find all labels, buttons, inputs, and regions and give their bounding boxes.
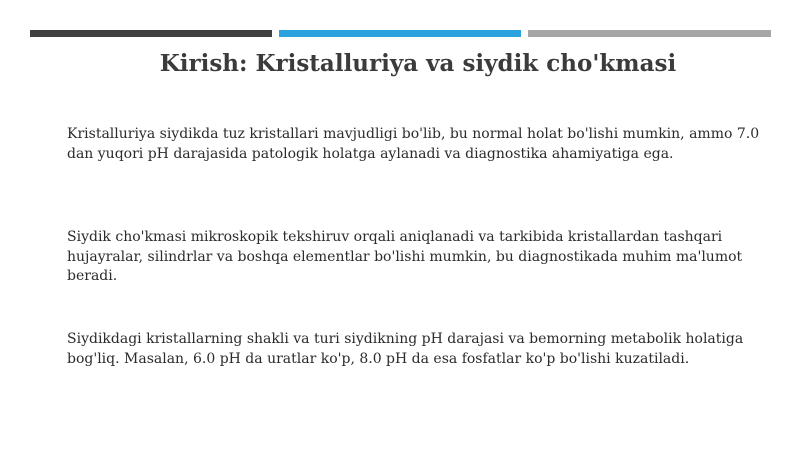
header-bar-accent [279,30,521,37]
header-bar-dark [30,30,272,37]
slide-title: Kirish: Kristalluriya va siydik cho'kmasi [159,50,677,77]
header-bar-light [528,30,771,37]
paragraph-3: Siydikdagi kristallarning shakli va turi siydikning pH darajasi va bemorning metabolik holatiga bog'liq. Masalan, 6.0 pH da uratlar ko'p, 8.0 pH da esa fosfatlar ko'p bo'lishi kuzatiladi. [67,331,744,367]
paragraph-2: Siydik cho'kmasi mikroskopik tekshiruv orqali aniqlanadi va tarkibida kristallardan tashqari hujayralar, silindrlar va boshqa elementlar bo'lishi mumkin, bu diagnostikada muhim ma'lumot beradi. [67,229,743,284]
paragraph-1: Kristalluriya siydikda tuz kristallari mavjudligi bo'lib, bu normal holat bo'lishi mumkin, ammo 7.0 dan yuqori pH darajasida patologik holatga aylanadi va diagnostika ahamiyatiga ega. [67,126,760,162]
